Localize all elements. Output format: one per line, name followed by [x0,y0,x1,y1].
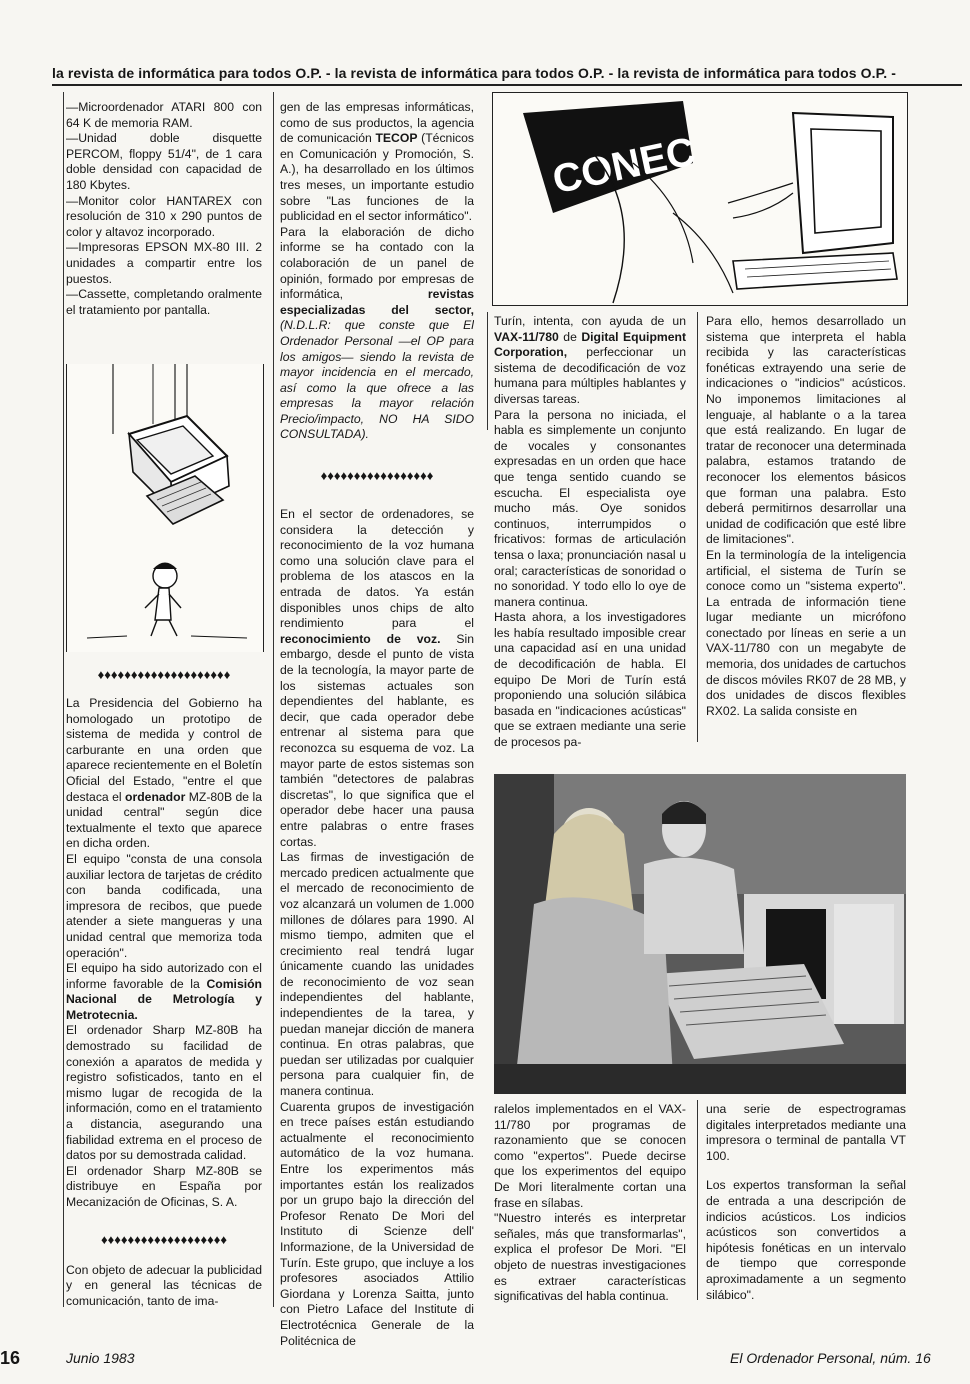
paragraph [66,961,262,1023]
text-run-bold: reconocimiento de voz. [280,631,441,646]
cartoon-computer-illustration [66,364,264,652]
text-run: MZ-80B de la unidad central" según dice textualmente el texto que aparece en dicha orden. [66,789,262,851]
paragraph [280,507,474,850]
column-1-top [66,100,262,318]
text-run: La Presidencia del Gobierno ha homologado un prototipo de sistema de medida y control de carburante en una orden que aparece recientemente en el Boletín Oficial del Estado, "entre el que destaca el [66,696,262,804]
column-4-lower [706,1102,906,1303]
page-number: 16 [0,1348,21,1368]
ornament-separator: ♦♦♦♦♦♦♦♦♦♦♦♦♦♦♦♦♦♦♦♦ [97,667,231,682]
list-item: —Cassette, completando oralmente el tratamiento por pantalla. [66,287,262,317]
list-item: —Monitor color HANTAREX con resolución de 310 x 290 puntos de color y altavoz incorporado. [66,193,262,239]
paragraph: "Nuestro interés es interpretar señales, más que transformarlas", explica el profesor De Mori. "El objeto de nuestras investigaciones es extraer características significativas del habla continua. [494,1211,686,1304]
cartoon-voice-illustration [492,92,908,306]
ornament-separator: ♦♦♦♦♦♦♦♦♦♦♦♦♦♦♦♦♦♦♦ [100,1231,228,1247]
ornament-separator: ♦♦♦♦♦♦♦♦♦♦♦♦♦♦♦♦♦ [320,468,434,484]
text-run-bold: VAX-11/780 [494,329,559,344]
column-4-upper [706,314,906,719]
column-1-bottom [66,656,262,1309]
text-run: de [558,329,582,344]
text-run-bold: ordenador [125,789,186,804]
column-3-lower [494,1102,686,1305]
paragraph: El ordenador Sharp MZ-80B se distribuye en España por Mecanización de Oficinas, S. A. [66,1163,262,1209]
paragraph: Con objeto de adecuar la publicidad y en general las técnicas de comunicación, tanto de ima- [66,1262,262,1308]
paragraph: Cuarenta grupos de investigación en trece países están estudiando actualmente el reconocimiento automático de la voz humana. Entre los experimentos más importantes están los realizados por un grupo bajo la dirección del Profesor Renato De Mori del Instituto di Scienze dell' Informazione, de la Universidad de Turín. Este grupo, que incluye a los profesores asociados Attilio Giordana y Lorenza Saitta, junto con Pietro Laface del Institute di Electrotécnica Generale de la Politécnica de [280,1099,474,1348]
running-header: la revista de informática para todos O.P. - la revista de informática para todos O.P. - la revista de informática para todos O.P. - [52,65,897,81]
paragraph: Las firmas de investigación de mercado predicen actualmente que el mercado de reconocimiento de voz alcanzará un volumen de 1.000 millones de dólares para 1990. Al mismo tiempo, admiten que el crecimiento real tendrá lugar únicamente cuando las unidades de reconocimiento de voz sean independientes del hablante, independientes de la tarea, y puedan manejar dicción de manera continua. En otras palabras, que puedan ser utilizadas por cualquier persona para cualquier fin, de manera continua. [280,850,474,1099]
column-rule-5 [697,1100,698,1300]
list-item: —Microordenador ATARI 800 con 64 K de memoria RAM. [66,100,262,130]
paragraph [494,314,686,408]
paragraph [280,225,474,443]
column-rule-1 [63,92,64,1307]
footer-date: Junio 1983 [66,1350,135,1366]
text-run-bold: TECOP [375,131,418,146]
text-run-bold: Comisión Nacional de Metrología y Metrotecnia. [66,976,262,1022]
text-run-italic: (N.D.L.R: que conste que El Ordenador Personal —el OP para los amigos— siendo la revista de mayor incidencia en el mercado, así como la que ofrece a las empresas la mayor relación Precio/impacto, NO HA SIDO CONSULTADA). [280,318,474,442]
paragraph: Hasta ahora, a los investigadores les había resultado imposible crear una capacidad así en una unidad de decodificación de habla. El equipo De Mori de Turín está proponiendo una solución silábica basada en "indicaciones acústicas" que se extraen mediante una serie de procesos pa- [494,610,686,750]
column-rule-3 [487,312,488,430]
paragraph [66,696,262,852]
text-run: Sin embargo, desde el punto de vista de la tecnología, la mayor parte de los sistemas actuales son dependientes del hablante, es decir, que cada operador debe entrenar al sistema para que reconozca su esquema de voz. La mayor parte de estos sistemas son también "detectores de palabras discretas", lo que significa que el operador debe hacer una pausa entre palabras o entre frases cortas. [280,631,474,849]
paragraph: una serie de espectrogramas digitales interpretados mediante una impresora o terminal de pantalla VT 100. [706,1102,906,1163]
text-run: El equipo ha sido autorizado con el informe favorable de la [66,961,262,991]
text-run: gen de las empresas informáticas, como de sus productos, la agencia de comunicación [280,100,474,146]
text-run: En el sector de ordenadores, se considera la detección y reconocimiento de la voz humana como una solución clave para el problema de los atascos en la entrada de datos. Ya están disponibles unos chips de alto rendimiento para el [280,507,474,631]
paragraph: ralelos implementados en el VAX-11/780 por programas de razonamiento que se conocen como "expertos". Puede decirse que los experimentos del equipo De Mori literalmente cortan una frase en sílabas. [494,1102,686,1210]
list-item: —Unidad doble disquette PERCOM, floppy 51/4", de 1 cara doble densidad con capacidad de 180 Kbytes. [66,131,262,192]
cartoon-lettering: CONEC [548,129,700,203]
paragraph: Los expertos transforman la señal de entrada a una descripción de indicios acústicos. Los indicios acústicos son convertidos a hipótesis fonéticas en un intervalo de tiempo que corresponde aproximadamente a un segmento silábico". [706,1178,906,1302]
equipment-list [66,100,262,318]
paragraph [280,100,474,225]
paragraph: Para la persona no iniciada, el habla es simplemente un conjunto de vocales y consonantes expresadas en un orden que hace que tenga sentido cuando se escucha. El especialista oye mucho más. Oye sonidos continuos, interrumpidos o fricativos: formas de articulación tensa o laxa; pronunciación nasal u oral; características de sonoridad o no sonoridad. Y todo ello lo oye de manera continua. [494,407,686,609]
photo-drawing [494,774,906,1094]
paragraph: El equipo "consta de una consola auxiliar lectora de tarjetas de crédito con banda codificada, una impresora de recibos, que puede atender a siete mangueras y una unidad central que memoriza toda operación". [66,851,262,960]
text-run: perfeccionar un sistema de decodificación de voz humana para múltiples hablantes y diversas tareas. [494,345,686,406]
column-2 [280,100,474,1349]
text-run: Turín, intenta, con ayuda de un [494,314,686,328]
paragraph: Para ello, hemos desarrollado un sistema que interpreta el habla recibida y las características fonéticas extrayendo una serie de indicaciones o "indicios" acústicos. No imponemos limitaciones al lenguaje, al hablante o a la tarea que está realizando. En lugar de tratar de reconocer una determinada palabra, estamos tratando de reconocer los elementos básicos que forman una palabra. Esto deberá permitirnos desarrollar una unidad de codificación que esté libre de limitaciones". [706,314,906,547]
paragraph: En la terminología de la inteligencia artificial, el sistema de Turín se conoce como un "sistema experto". La entrada de información tiene lugar mediante un micrófono conectado por líneas en serie a un VAX-11/780 con un megabyte de memoria, dos unidades de cartuchos de discos móviles RK07 de 28 MB, y dos unidades de discos flexibles RX02. La salida consiste en [706,547,906,718]
photo-computer-users [494,774,906,1094]
text-run: (Técnicos en Comunicación y Promoción, S. A.), ha desarrollado en los últimos tres meses, un importante estudio sobre "Las funciones de la publicidad en el sector informático". [280,131,474,224]
column-rule-4 [697,312,698,742]
column-rule-2 [273,92,274,1307]
paragraph: El ordenador Sharp MZ-80B ha demostrado su facilidad de conexión a aparatos de medida y registro sofisticados, tanto en el mismo lugar de recogida de la información, como en el tratamiento a distancia, asegurando una fiabilidad extrema en el proceso de datos por su demostrada calidad. [66,1023,262,1163]
header-rule [52,84,962,86]
text-run: Para la elaboración de dicho informe se ha contado con la colaboración de un panel de opinión, formado por empresas de informática, [280,224,474,302]
cartoon-voice-drawing [493,93,907,305]
text-run-bold: Digital Equipment Corporation, [494,329,686,360]
text-run-bold: revistas especializadas del sector, [280,287,474,317]
column-3-upper [494,314,686,751]
list-item: —Impresoras EPSON MX-80 III. 2 unidades a compartir entre los puestos. [66,240,262,286]
cartoon-drawing [67,364,263,652]
footer-magazine-name: El Ordenador Personal, núm. 16 [730,1350,931,1366]
